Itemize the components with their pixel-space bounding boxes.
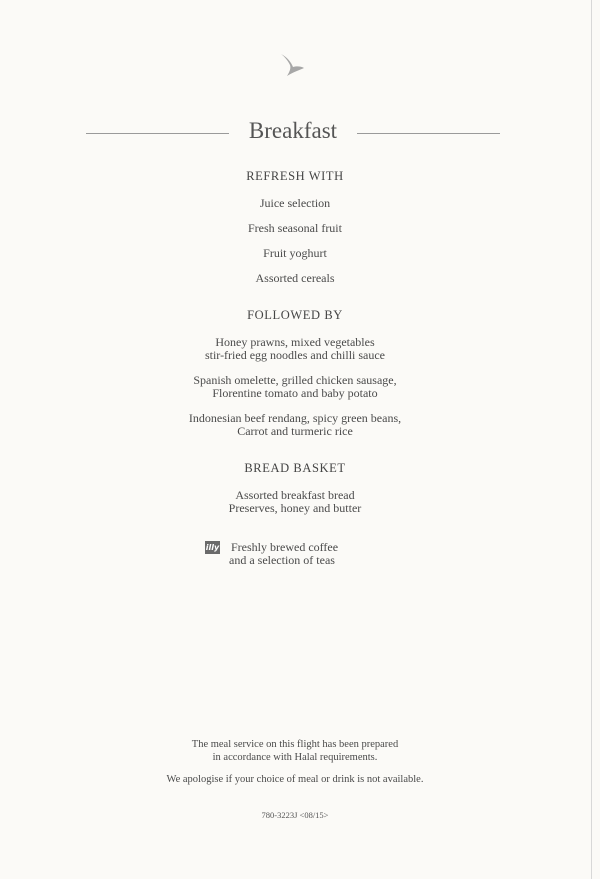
title-row: [86, 118, 500, 150]
menu-item: Assorted cereals: [255, 271, 335, 285]
menu-item: Honey prawns, mixed vegetables: [215, 335, 375, 349]
footer: [0, 738, 590, 786]
menu-item: stir-fried egg noodles and chilli sauce: [204, 348, 386, 362]
menu-item: Spanish omelette, grilled chicken sausage,: [193, 373, 397, 387]
section-heading-bread: BREAD BASKET: [244, 461, 346, 475]
section-heading-followed: FOLLOWED BY: [247, 308, 343, 322]
menu-item: Florentine tomato and baby potato: [212, 386, 378, 400]
title-rule-right: [357, 133, 500, 134]
menu-item: Preserves, honey and butter: [228, 501, 362, 515]
menu-item: Carrot and turmeric rice: [237, 424, 353, 438]
menu-item: Assorted breakfast bread: [235, 488, 355, 502]
menu-item: Fruit yoghurt: [263, 246, 327, 260]
menu-content: [0, 170, 590, 515]
brushwing-logo-icon: [277, 48, 307, 78]
apology-note: We apologise if your choice of meal or drink is not available.: [166, 774, 424, 785]
coffee-line: Freshly brewed coffee: [231, 540, 339, 554]
page-title: Breakfast: [248, 118, 338, 143]
menu-item: Indonesian beef rendang, spicy green beans,: [188, 411, 402, 425]
halal-note-line: in accordance with Halal requirements.: [212, 752, 378, 763]
illy-logo-icon: illy: [205, 543, 220, 552]
page-edge: [591, 0, 592, 879]
coffee-line: and a selection of teas: [229, 553, 335, 567]
coffee-text: [231, 541, 411, 567]
section-heading-refresh: REFRESH WITH: [246, 169, 344, 183]
menu-item: Juice selection: [259, 196, 331, 210]
menu-item: Fresh seasonal fruit: [248, 221, 342, 235]
print-code: 780-3223J <08/15>: [261, 810, 329, 820]
halal-note-line: The meal service on this flight has been prepared: [191, 739, 399, 750]
